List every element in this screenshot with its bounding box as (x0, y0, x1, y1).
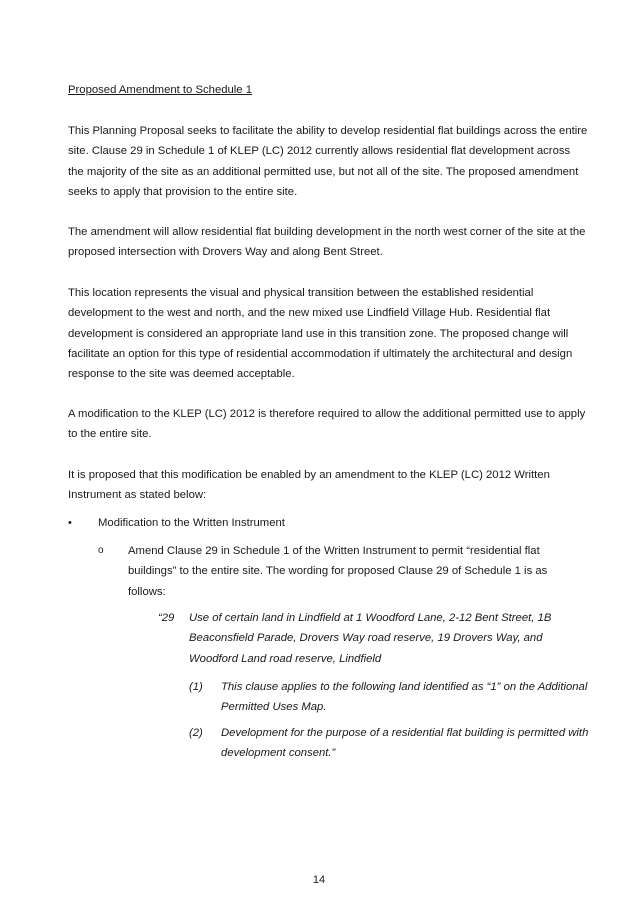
clause-item-number: (1) (189, 681, 203, 693)
paragraph-modification: A modification to the KLEP (LC) 2012 is therefore required to allow the additional permitted use to apply to the entire site. (68, 408, 586, 441)
clause-number: “29 (158, 612, 175, 624)
clause-item-text: Development for the purpose of a residential flat building is permitted with development consent.” (221, 727, 589, 760)
section-heading: Proposed Amendment to Schedule 1 (68, 84, 253, 96)
clause-title: Use of certain land in Lindfield at 1 Woodford Lane, 2-12 Bent Street, 1B Beaconsfield Parade, Drovers Way road reserve, 19 Drovers Way, and Woodford Land road reserve, Lindfield (189, 612, 552, 665)
clause-item-number: (2) (189, 727, 203, 739)
clause-item-text: This clause applies to the following land identified as “1” on the Additional Permitted Uses Map. (221, 681, 588, 714)
bullet-icon: • (68, 517, 72, 529)
paragraph-proposal: It is proposed that this modification be enabled by an amendment to the KLEP (LC) 2012 Written Instrument as stated below: (68, 469, 550, 502)
page-number: 14 (312, 874, 326, 886)
sub-bullet-text: Amend Clause 29 in Schedule 1 of the Written Instrument to permit “residential flat buildings” to the entire site. The wording for proposed Clause 29 of Schedule 1 is as follows: (128, 545, 548, 598)
paragraph-location: This location represents the visual and physical transition between the established residential development to the west and north, and the new mixed use Lindfield Village Hub. Residential flat development is considered an appropriate land use in this transition zone. The proposed change will facilitate an option for this type of residential accommodation if ultimately the architectural and design response to the site was deemed acceptable. (68, 287, 573, 381)
paragraph-intro: This Planning Proposal seeks to facilitate the ability to develop residential flat buildings across the entire site. Clause 29 in Schedule 1 of KLEP (LC) 2012 currently allows residential flat development across the majority of the site as an additional permitted use, but not all of the site. The proposed amendment seeks to apply that provision to the entire site. (68, 125, 588, 198)
paragraph-amendment: The amendment will allow residential flat building development in the north west corner of the site at the proposed intersection with Drovers Way and along Bent Street. (68, 226, 586, 259)
bullet-text: Modification to the Written Instrument (98, 517, 285, 529)
sub-bullet-icon: o (98, 545, 104, 556)
